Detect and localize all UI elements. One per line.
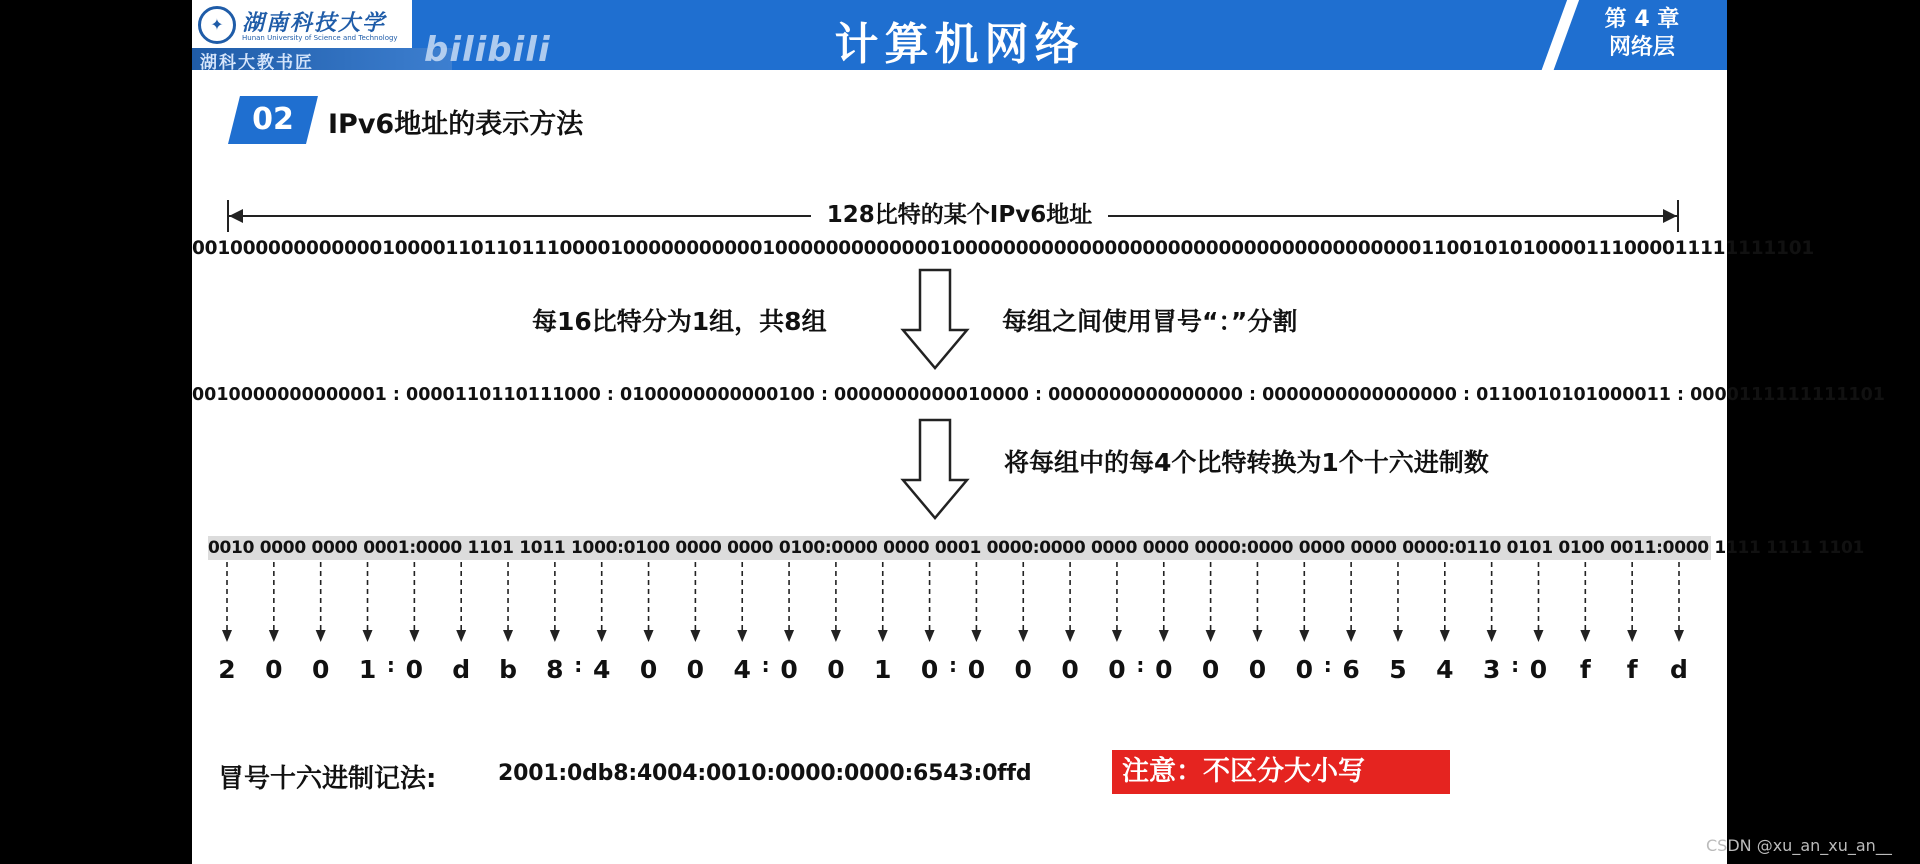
colon-notation-value: 2001:0db8:4004:0010:0000:0000:6543:0ffd xyxy=(498,761,1032,786)
hex-digit: f xyxy=(1626,655,1638,684)
arrow-down-icon xyxy=(1580,630,1590,642)
arrow-down-icon xyxy=(456,630,466,642)
bit-group: 0110010101000011 xyxy=(1476,385,1671,405)
section-number: 02 xyxy=(252,102,294,137)
hex-digit: 4 xyxy=(593,655,611,684)
nibble-row: 0010 0000 0000 0001:0000 1101 1011 1000:0100 0000 0000 0100:0000 0000 0001 0000:0000 0000 0000 0000:0000 0000 0000 0000:0110 0101 0100 0011:0000 1111 1111 1101 xyxy=(208,538,1864,558)
arrow-down-icon xyxy=(222,630,232,642)
hex-colon: : xyxy=(1511,653,1520,677)
arrow-down-icon xyxy=(690,630,700,642)
arrow-down-icon xyxy=(831,630,841,642)
down-arrow-icon xyxy=(900,418,970,522)
chapter-number: 第 4 章 xyxy=(1604,7,1680,32)
group-separator: : xyxy=(1456,385,1477,405)
arrow-down-icon xyxy=(925,630,935,642)
arrow-down-icon xyxy=(503,630,513,642)
hex-digit: 0 xyxy=(827,655,845,684)
hex-digit: 1 xyxy=(358,655,377,684)
university-english-name: Hunan University of Science and Technology xyxy=(242,34,398,42)
arrow-down-icon xyxy=(784,630,794,642)
chapter-label xyxy=(1582,6,1702,62)
note-split: 每16比特分为1组，共8组 xyxy=(532,307,827,336)
bit-group: 0010000000000001 xyxy=(192,385,387,405)
hex-digit: 0 xyxy=(639,655,658,684)
hex-digit: 0 xyxy=(1061,655,1079,684)
hex-digit: 0 xyxy=(1248,655,1267,684)
hex-colon: : xyxy=(574,653,583,677)
arrow-down-icon xyxy=(1487,630,1497,642)
hex-digit: 0 xyxy=(967,655,986,684)
hex-colon: : xyxy=(1136,653,1145,677)
span-label-text: 128比特的某个IPv6地址 xyxy=(811,202,1108,228)
hex-digit: 0 xyxy=(1201,655,1220,684)
university-name: 湖南科技大学 xyxy=(242,10,387,36)
arrow-down-icon xyxy=(550,630,560,642)
hex-digit: 2 xyxy=(218,655,236,684)
hex-colon: : xyxy=(761,653,770,677)
note-hex: 将每组中的每4个比特转换为1个十六进制数 xyxy=(1004,448,1489,477)
hex-digit: 0 xyxy=(920,655,939,684)
slide-title: 计算机网络 xyxy=(834,19,1085,70)
hex-digit: 8 xyxy=(546,655,564,684)
chapter-name: 网络层 xyxy=(1608,35,1675,60)
hex-digit: 0 xyxy=(1108,655,1126,684)
hex-digit: 0 xyxy=(1155,655,1173,684)
arrow-down-icon xyxy=(1112,630,1122,642)
bits-full: 00100000000000010000110110111000010000000000010000000000000100000000000000000000000000000000000001100101010000111000011111111101 xyxy=(192,238,1815,259)
hex-digit: 0 xyxy=(1014,655,1032,684)
hex-colon: : xyxy=(949,653,957,677)
arrow-down-icon xyxy=(1252,630,1262,642)
arrow-down-icon xyxy=(1533,630,1543,642)
hex-digit: b xyxy=(499,655,517,684)
arrow-down-icon xyxy=(409,630,419,642)
dept-name: 湖科大教书匠 xyxy=(200,53,314,73)
hex-digit: 0 xyxy=(1295,655,1313,684)
hex-digit: 0 xyxy=(780,655,798,684)
group-separator: : xyxy=(1670,385,1691,405)
hex-digit: 0 xyxy=(1529,655,1548,684)
arrow-down-icon xyxy=(1440,630,1450,642)
hex-digit: 0 xyxy=(265,655,283,684)
bit-group: 0000000000000000 xyxy=(1262,385,1457,405)
arrow-down-icon xyxy=(1674,630,1684,642)
arrow-down-icon xyxy=(737,630,747,642)
bit-group: 0100000000000100 xyxy=(620,385,815,405)
arrow-down-icon xyxy=(316,630,326,642)
hex-digit: 6 xyxy=(1342,655,1360,684)
arrow-down-icon xyxy=(1206,630,1216,642)
dashed-arrows xyxy=(192,560,1727,645)
arrow-down-icon xyxy=(971,630,981,642)
arrow-down-icon xyxy=(269,630,279,642)
arrow-down-icon xyxy=(1346,630,1356,642)
bit-group: 0000000000000000 xyxy=(1048,385,1243,405)
bit-group: 0000000000010000 xyxy=(834,385,1029,405)
arrow-down-icon xyxy=(1299,630,1309,642)
arrow-down-icon xyxy=(1159,630,1169,642)
arrow-down-icon xyxy=(1627,630,1637,642)
hex-colon: : xyxy=(1323,653,1332,677)
arrow-down-icon xyxy=(1393,630,1403,642)
hex-digit: 4 xyxy=(1436,655,1454,684)
down-arrow-icon xyxy=(900,268,970,372)
span-label xyxy=(192,196,1727,229)
arrow-down-icon xyxy=(1065,630,1075,642)
hex-digit: 4 xyxy=(733,655,751,684)
hex-row xyxy=(218,653,1688,685)
arrow-down-icon xyxy=(597,630,607,642)
arrow-down-icon xyxy=(363,630,373,642)
hex-digit: 5 xyxy=(1389,655,1407,684)
group-separator: : xyxy=(600,385,621,405)
hex-digit: 3 xyxy=(1482,655,1501,684)
university-seal-icon: ✦ xyxy=(198,6,236,44)
group-separator: : xyxy=(1242,385,1263,405)
hex-digit: 0 xyxy=(686,655,705,684)
bits-groups xyxy=(192,385,1885,405)
bilibili-logo: bilibili xyxy=(424,30,551,70)
bit-group: 0000110110111000 xyxy=(406,385,601,405)
arrow-down-icon xyxy=(1018,630,1028,642)
csdn-watermark: CSDN @xu_an_xu_an__ xyxy=(1706,836,1892,855)
group-separator: : xyxy=(386,385,407,405)
hex-colon: : xyxy=(386,653,395,677)
group-separator: : xyxy=(1028,385,1049,405)
note-colon: 每组之间使用冒号“：”分割 xyxy=(1002,307,1298,336)
hex-digit: 0 xyxy=(405,655,424,684)
group-separator: : xyxy=(814,385,835,405)
case-insensitive-warning: 注意：不区分大小写 xyxy=(1112,750,1450,794)
hex-digit: f xyxy=(1579,655,1591,684)
hex-digit: 1 xyxy=(874,655,892,684)
hex-digit: d xyxy=(452,655,471,684)
hex-digit: d xyxy=(1670,655,1688,684)
colon-notation-label: 冒号十六进制记法: xyxy=(218,764,437,794)
section-title: IPv6地址的表示方法 xyxy=(328,109,584,140)
arrow-down-icon xyxy=(878,630,888,642)
bit-group: 0000111111111101 xyxy=(1690,385,1885,405)
hex-digit: 0 xyxy=(311,655,330,684)
arrow-down-icon xyxy=(644,630,654,642)
